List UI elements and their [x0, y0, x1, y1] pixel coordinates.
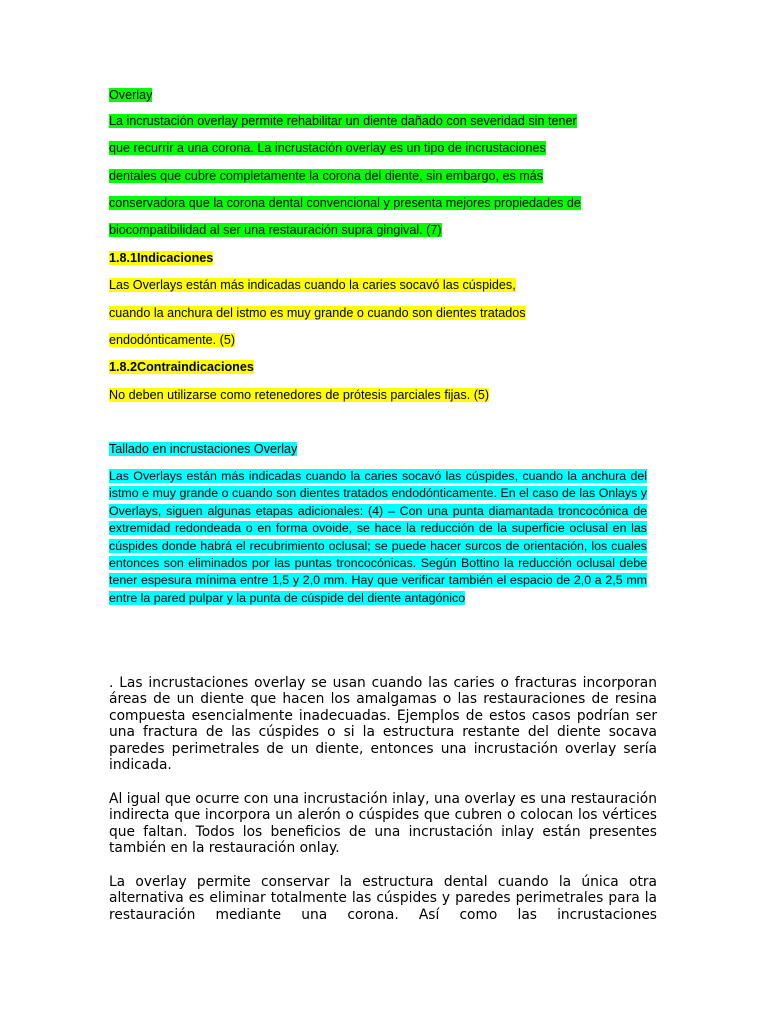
overlay-line: biocompatibilidad al ser una restauración supra gingival. (7)	[109, 223, 442, 237]
contraindicaciones-heading: 1.8.2Contraindicaciones	[109, 360, 254, 374]
indicaciones-line: Las Overlays están más indicadas cuando la caries socavó las cúspides,	[109, 278, 516, 292]
body-paragraph-3: La overlay permite conservar la estructura dental cuando la única otra alternativa es eliminar totalmente las cúspides y paredes perimetrales para la restauración mediante una corona. Así como las incrustaciones	[109, 874, 657, 923]
overlay-title: Overlay	[109, 88, 153, 102]
overlay-line: conservadora que la corona dental convencional y presenta mejores propiedades de	[109, 196, 581, 210]
overlay-line: dentales que cubre completamente la corona del diente, sin embargo, es más	[109, 169, 544, 183]
overlay-line: La incrustación overlay permite rehabilitar un diente dañado con severidad sin tener	[109, 114, 577, 128]
overlay-line: que recurrir a una corona. La incrustación overlay es un tipo de incrustaciones	[109, 141, 546, 155]
tallado-paragraph: Las Overlays están más indicadas cuando la caries socavó las cúspides, cuando la anchura del istmo e muy grande o cuando son dientes tratados endodónticamente. En el caso de las Onlays y Overlays, siguen algunas etapas adicionales: (4) – Con una punta diamantada troncocónica de extremidad redondeada o en forma ovoide, se hace la reducción de la superficie oclusal en las cúspides donde habrá el recubrimiento oclusal; se puede hacer surcos de orientación, los cuales entonces son eliminados por las puntas troncocónicas. Según Bottino la reducción oclusal debe tener espesura mínima entre 1,5 y 2,0 mm. Hay que verificar también el espacio de 2,0 a 2,5 mm entre la pared pulpar y la punta de cúspide del diente antagónico	[109, 469, 647, 605]
contraindicaciones-text: No deben utilizarse como retenedores de prótesis parciales fijas. (5)	[109, 388, 490, 402]
tallado-title: Tallado en incrustaciones Overlay	[109, 442, 298, 456]
indicaciones-heading: 1.8.1Indicaciones	[109, 251, 214, 265]
indicaciones-line: cuando la anchura del istmo es muy grande o cuando son dientes tratados	[109, 306, 526, 320]
indicaciones-line: endodónticamente. (5)	[109, 333, 236, 347]
body-paragraph-2: Al igual que ocurre con una incrustación inlay, una overlay es una restauración indirecta que incorpora un alerón o cúspides que cubren o colocan los vértices que faltan. Todos los beneficios de una incrustación inlay están presentes también en la restauración onlay.	[109, 791, 657, 857]
body-paragraph-1: . Las incrustaciones overlay se usan cuando las caries o fracturas incorporan áreas de un diente que hacen los amalgamas o las restauraciones de resina compuesta esencialmente inadecuadas. Ejemplos de estos casos podrían ser una fractura de las cúspides o si la estructura restante del diente socava paredes perimetrales de un diente, entonces una incrustación overlay sería indicada.	[109, 675, 657, 774]
